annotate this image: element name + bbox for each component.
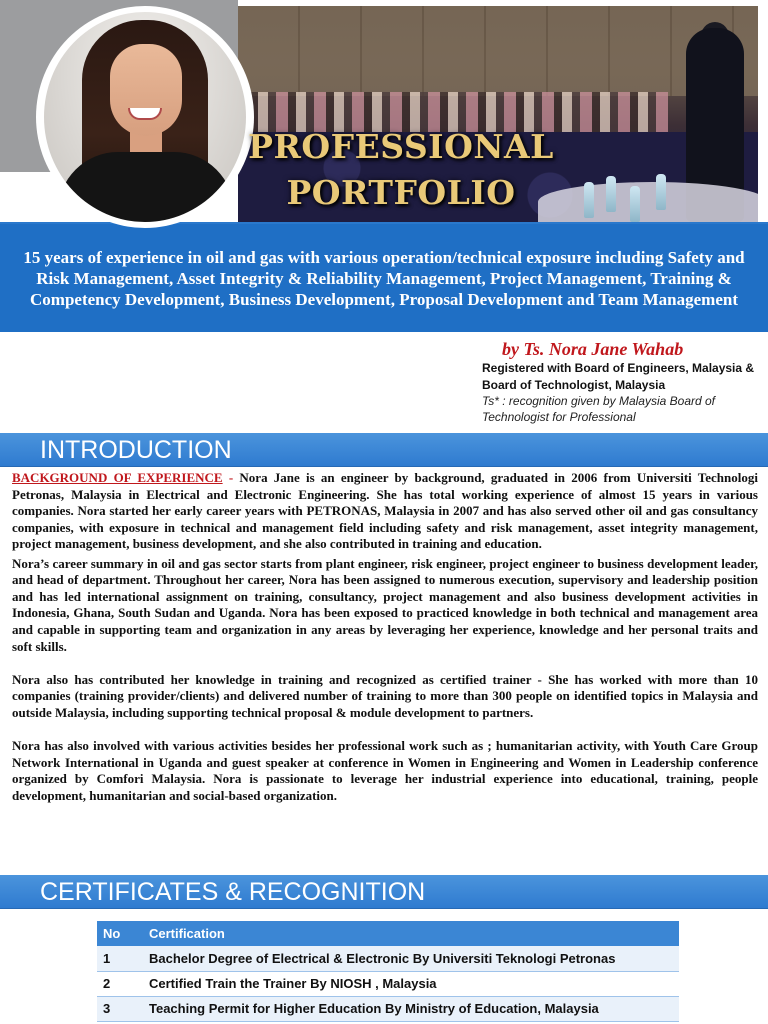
table-row bbox=[97, 996, 679, 1021]
intro-paragraph-2: Nora’s career summary in oil and gas sector starts from plant engineer, risk engineer, project engineer to business development leader, and head of department. Throughout her career, Nora has been assigned to numerous execution, supervisory and leadership position and has led international assignment on training, consultancy, project management and also business development activities in Indonesia, Ghana, South Sudan and Uganda. Nora has been exposed to practiced knowledge in both technical and management area and capable in supporting team and organization in any areas by leveraging her experience, knowledge and her personal traits and soft skills. bbox=[12, 555, 758, 654]
title-line-2: PORTFOLIO bbox=[286, 173, 516, 212]
cert-text: Certified Train the Trainer By NIOSH , Malaysia bbox=[143, 971, 679, 996]
column-header-no: No bbox=[97, 921, 143, 946]
certificates-heading: CERTIFICATES & RECOGNITION bbox=[40, 878, 426, 906]
author-portrait-photo bbox=[44, 12, 246, 222]
author-registration: Registered with Board of Engineers, Malaysia & Board of Technologist, Malaysia bbox=[482, 361, 755, 392]
certificates-header bbox=[0, 875, 768, 909]
background-of-experience-label: BACKGROUND OF EXPERIENCE bbox=[12, 470, 223, 485]
table-row bbox=[97, 971, 679, 996]
cert-text: Bachelor Degree of Electrical & Electronic By Universiti Teknologi Petronas bbox=[143, 946, 679, 971]
cert-text: Teaching Permit for Higher Education By Ministry of Education, Malaysia bbox=[143, 996, 679, 1021]
introduction-header bbox=[0, 433, 768, 467]
title-line-1: PROFESSIONAL bbox=[248, 127, 554, 166]
experience-summary: 15 years of experience in oil and gas with various operation/technical exposure including Safety and Risk Management, Asset Integrity & Reliability Management, Project Management, Training & Competency Development, Business Development, Proposal Development and Team Management bbox=[23, 247, 745, 309]
introduction-body bbox=[12, 470, 758, 821]
author-name: by Ts. Nora Jane Wahab bbox=[502, 339, 684, 359]
header-banner bbox=[0, 0, 768, 222]
portfolio-title bbox=[238, 124, 564, 216]
column-header-certification: Certification bbox=[143, 921, 679, 946]
intro-paragraph-3: Nora also has contributed her knowledge in training and recognized as certified trainer - She has worked with more than 10 companies (training provider/clients) and delivered number of training to more than 300 people on identified topics in Malaysia and outside Malaysia, including supporting technical proposal & module development to partners. bbox=[12, 671, 758, 720]
cert-no: 3 bbox=[97, 996, 143, 1021]
table-header-row bbox=[97, 921, 679, 946]
cert-no: 1 bbox=[97, 946, 143, 971]
intro-paragraph-4: Nora has also involved with various activities besides her professional work such as ; humanitarian activity, with Youth Care Group Network International in Uganda and guest speaker at conference in Women in Engineering and Women in Leadership conference organized by Comfori Malaysia. Nora is passionate to leverage her industrial experience into educational, training, people development, humanitarian and social-based organization. bbox=[12, 738, 758, 803]
table-row bbox=[97, 946, 679, 971]
intro-paragraph-1: BACKGROUND OF EXPERIENCE - Nora Jane is an engineer by background, graduated in 2006 from Universiti Technologi Petronas, Malaysia in Electrical and Electronic Engineering. She has total working experience of almost 15 years in various companies. Nora started her early career years with PETRONAS, Malaysia in 2007 and has also served other oil and gas consultancy companies, with exposure in technical and management field including safety and risk management, asset integrity management, project management, business development, and she also contributed in training and education. bbox=[12, 470, 758, 552]
experience-summary-band bbox=[0, 222, 768, 332]
introduction-heading: INTRODUCTION bbox=[40, 436, 232, 464]
certificates-table bbox=[97, 921, 679, 1022]
cert-no: 2 bbox=[97, 971, 143, 996]
author-ts-note: Ts* : recognition given by Malaysia Board of Technologist for Professional bbox=[482, 394, 716, 424]
